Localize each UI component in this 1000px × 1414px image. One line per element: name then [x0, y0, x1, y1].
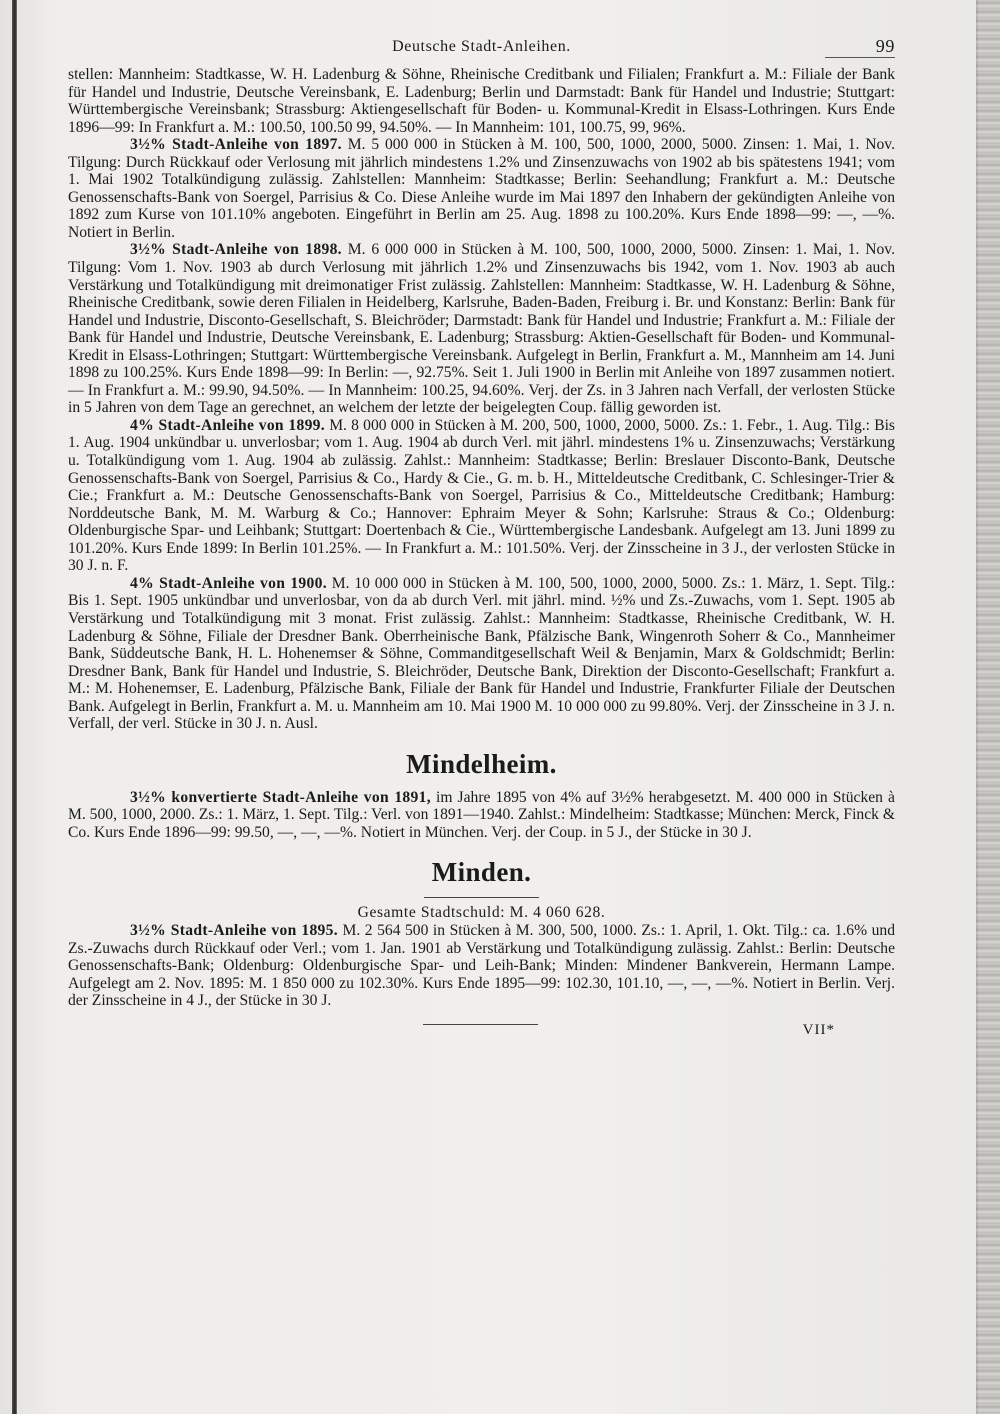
page-edge-stack: [976, 0, 1000, 1414]
paragraph-text: stellen: Mannheim: Stadtkasse, W. H. Ladenburg & Söhne, Rheinische Creditbank und Filialen; Frankfurt a. M.: Filiale der Bank für Handel und Industrie, Deutsche Vereinsbank, E. Ladenburg; Berlin und Darmstadt: Bank für Handel und Industrie; Stuttgart: Württembergische Vereinsbank; Strassburg: Aktiengesellschaft für Boden- u. Kommunal-Kredit in Elsass-Lothringen. Kurs Ende 1896—99: In Frankfurt a. M.: 100.50, 100.50 99, 94.50%. — In Mannheim: 101, 100.75, 99, 96%.: [68, 66, 895, 136]
entry-1898: [68, 241, 895, 416]
page-content: [68, 38, 895, 1048]
running-head-title: Deutsche Stadt-Anleihen.: [392, 38, 571, 55]
section-title-minden: Minden.: [431, 857, 532, 888]
entry-text: M. 2 564 500 in Stücken à M. 300, 500, 1000. Zs.: 1. April, 1. Okt. Tilg.: ca. 1.6% und Zs.-Zuwachs durch Rückkauf oder Verl.; vom 1. Jan. 1901 ab Verstärkung und Totalkündigung zulässig. Zahlst.: Berlin: Deutsche Genossenschafts-Bank; Oldenburg: Oldenburgische Spar- und Leih-Bank; Minden: Mindener Bankverein, Hermann Lampe. Aufgelegt am 2. Nov. 1895: M. 1 850 000 zu 102.30%. Kurs Ende 1895—99: 102.30, 101.10, —, —, —%. Notiert in Berlin. Verj. der Zinsscheine in 4 J., der Stücke in 30 J.: [68, 921, 895, 1010]
page-number: 99: [875, 36, 895, 56]
running-head: [68, 38, 895, 66]
page-footer: [68, 1018, 895, 1048]
entry-minden-1895: [68, 922, 895, 1010]
entry-lead: 3½% Stadt-Anleihe von 1897.: [130, 136, 342, 154]
entry-lead: 4% Stadt-Anleihe von 1899.: [130, 416, 325, 434]
entry-lead: 3½% Stadt-Anleihe von 1895.: [130, 921, 338, 939]
entry-mindelheim-1891: [68, 789, 895, 842]
section-rule: [424, 897, 539, 898]
entry-text: im Jahre 1895 von 4% auf 3½% herabgesetzt. M. 400 000 in Stücken à M. 500, 1000, 2000. Zs.: 1. März, 1. Sept. Tilg.: Verl. von 1891—1940. Zahlst.: Mindelheim: Stadtkasse; München: Merck, Finck & Co. Kurs Ende 1896—99: 99.50, —, —, —%. Notiert in München. Verj. der Coup. in 5 J., der Stücke in 30 J.: [68, 788, 895, 841]
binding-edge: [12, 0, 17, 1414]
total-debt: Gesamte Stadtschuld: M. 4 060 628.: [357, 904, 606, 922]
entry-text: M. 5 000 000 in Stücken à M. 100, 500, 1000, 2000, 5000. Zinsen: 1. Mai, 1. Nov. Tilgung: Durch Rückkauf oder Verlosung mit jährlich mindestens 1.2% und Zinsenzuwachs von 1902 ab bis spätestens 1941; vom 1. Mai 1902 Totalkündigung zulässig. Zahlstellen: Mannheim: Stadtkasse; Berlin: Seehandlung; Frankfurt a. M.: Deutsche Genossenschafts-Bank von Soergel, Parrisius & Co. Diese Anleihe wurde im Mai 1897 den Inhabern der gekündigten Anleihe von 1892 zum Kurse von 101.10% angeboten. Eingeführt in Berlin am 25. Aug. 1898 zu 100.20%. Kurs Ende 1898—99: —, —%. Notiert in Berlin.: [68, 136, 895, 241]
header-rule: [825, 57, 895, 58]
paragraph-continuation: [68, 66, 895, 136]
entry-lead: 4% Stadt-Anleihe von 1900.: [130, 574, 327, 592]
signature-mark: VII*: [802, 1021, 835, 1038]
entry-text: M. 6 000 000 in Stücken à M. 100, 500, 1000, 2000, 5000. Zinsen: 1. Mai, 1. Nov. Tilgung: Vom 1. Nov. 1903 ab durch Verlosung mit jährlich 1.2% und Zinsenzuwachs bis 1942, vom 1. Nov. 1903 ab auch Verstärkung und Totalkündigung mit dreimonatiger Frist zulässig. Zahlstellen: Mannheim: Stadtkasse, W. H. Ladenburg & Söhne, Rheinische Creditbank, sowie deren Filialen in Heidelberg, Karlsruhe, Baden-Baden, Freiburg i. Br. und Konstanz: Berlin: Bank für Handel und Industrie, Disconto-Gesellschaft, S. Bleichröder; Darmstadt: Bank für Handel und Industrie; Frankfurt a. M.: Filiale der Bank für Handel und Industrie, Deutsche Vereinsbank, E. Ladenburg; Strassburg: Aktien-Gesellschaft für Boden- und Kommunal-Kredit in Elsass-Lothringen; Stuttgart: Württembergische Vereinsbank. Aufgelegt in Berlin, Frankfurt a. M., Mannheim am 14. Juni 1898 zu 100.25%. Kurs Ende 1898—99: In Berlin: —, 92.75%. Seit 1. Juli 1900 in Berlin mit Anleihe von 1897 zusammen notiert. — In Frankfurt a. M.: 99.90, 94.50%. — In Mannheim: 100.25, 94.60%. Verj. der Zs. in 3 Jahren nach Verfall, der verlosten Stücke in 5 Jahren von dem Tage an gerechnet, an welchem der letzte der beigelegten Coup. fällig geworden ist.: [68, 241, 895, 417]
entry-1899: [68, 417, 895, 575]
entry-text: M. 10 000 000 in Stücken à M. 100, 500, 1000, 2000, 5000. Zs.: 1. März, 1. Sept. Tilg.: Bis 1. Sept. 1905 unkündbar und unverlosbar, von da ab durch Verl. mit jährl. mind. ½% und Zs.-Zuwachs, vom 1. Sept. 1905 ab Verstärkung und Totalkündigung mit 3 monat. Frist zulässig. Zahlst.: Mannheim: Stadtkasse, Rheinische Creditbank, W. H. Ladenburg & Söhne, Filiale der Dresdner Bank. Oberrheinische Bank, Pfälzische Bank, Wingenroth Soherr & Co., Mannheimer Bank, Süddeutsche Bank, H. L. Hohenemser & Söhne, Commanditgesellschaft Weil & Benjamin, Marx & Goldschmidt; Berlin: Dresdner Bank, Bank für Handel und Industrie, S. Bleichröder, Deutsche Bank, Direktion der Disconto-Gesellschaft; Frankfurt a. M.: M. Hohenemser, E. Ladenburg, Pfälzische Bank, Filiale der Bank für Handel und Industrie, Frankfurter Filiale der Deutschen Bank. Aufgelegt in Berlin, Frankfurt a. M. u. Mannheim am 10. Mai 1900 M. 10 000 000 zu 99.80%. Verj. der Zinsscheine in 3 J. n. Verfall, der verl. Stücke in 30 J. n. Ausl.: [68, 574, 895, 733]
entry-1900: [68, 575, 895, 733]
entry-1897: [68, 136, 895, 241]
entry-text: M. 8 000 000 in Stücken à M. 200, 500, 1000, 2000, 5000. Zs.: 1. Febr., 1. Aug. Tilg.: Bis 1. Aug. 1904 unkündbar u. unverlosbar; vom 1. Aug. 1904 ab durch Verl. mit jährl. mindestens 1% u. Zinsenzuwachs; Verstärkung u. Totalkündigung vom 1. Aug. 1904 ab zulässig. Zahlst.: Mannheim: Stadtkasse; Berlin: Breslauer Disconto-Bank, Deutsche Genossenschafts-Bank von Soergel, Parrisius & Co., Hardy & Cie., G. m. b. H., Mitteldeutsche Creditbank, C. Schlesinger-Trier & Cie.; Frankfurt a. M.: Deutsche Genossenschafts-Bank von Soergel, Parrisius & Co., Mitteldeutsche Creditbank; Hamburg: Norddeutsche Bank, M. M. Warburg & Co.; Hannover: Ephraim Meyer & Sohn; Karlsruhe: Straus & Co.; Oldenburg: Oldenburgische Spar- und Leihbank; Stuttgart: Doertenbach & Cie., Württembergische Landesbank. Aufgelegt am 13. Juni 1899 zu 101.20%. Kurs Ende 1899: In Berlin 101.25%. — In Frankfurt a. M.: 101.50%. Verj. der Zinsscheine in 3 J., der verlosten Stücke in 30 J. n. F.: [68, 416, 895, 575]
section-title-mindelheim: Mindelheim.: [406, 748, 557, 779]
entry-lead: 3½% konvertierte Stadt-Anleihe von 1891,: [130, 788, 431, 806]
footer-rule: [423, 1024, 538, 1025]
entry-lead: 3½% Stadt-Anleihe von 1898.: [130, 241, 342, 259]
